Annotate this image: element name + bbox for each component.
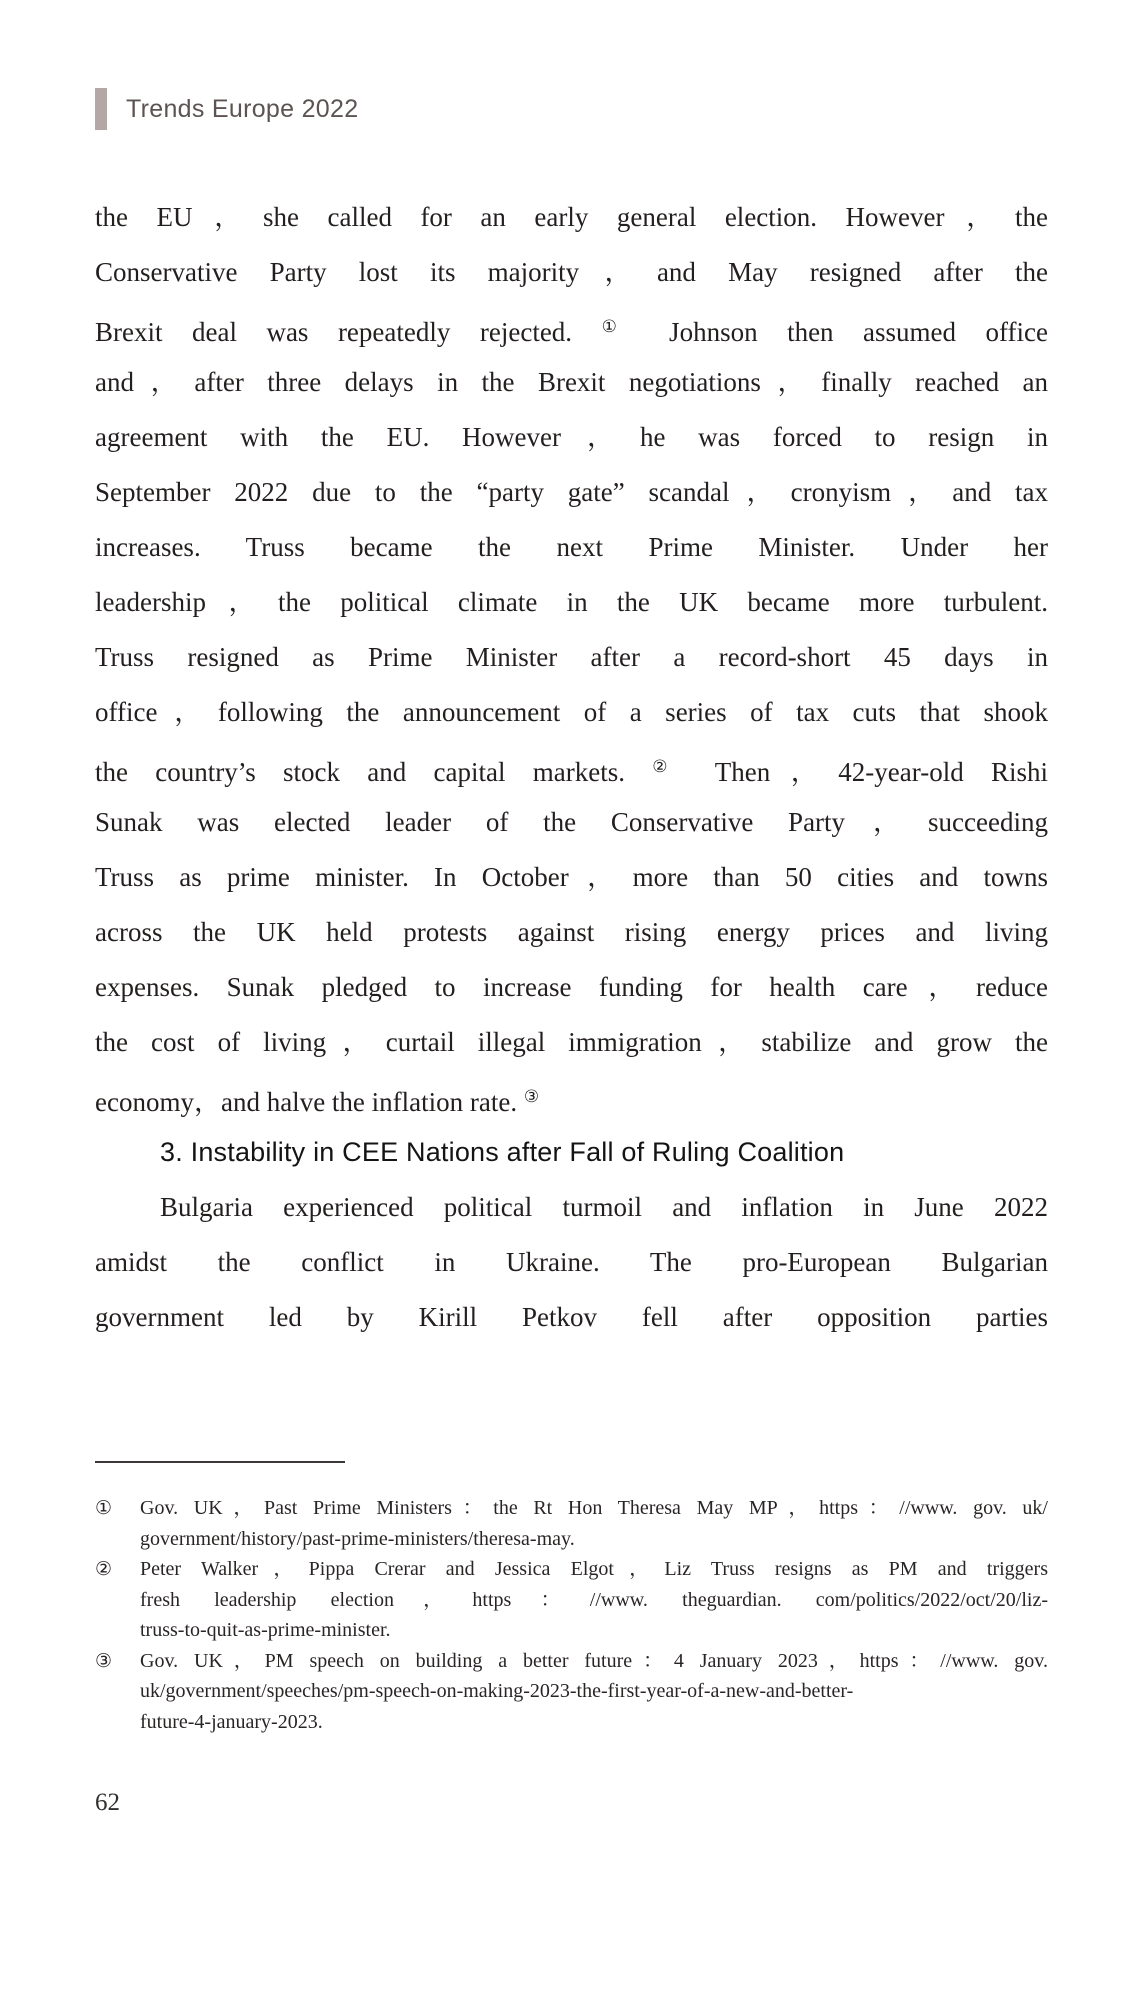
document-page: [0, 88, 1141, 2009]
footnote-separator: [95, 1461, 345, 1463]
text-line: government/history/past-prime-ministers/theresa-may.: [140, 1527, 575, 1550]
text-line: future-4-january-2023.: [140, 1710, 323, 1733]
footnote: [95, 1646, 1048, 1738]
text-line: the country’s stock and capital markets. ② Then，42-year-old Rishi: [95, 757, 1048, 787]
running-header-title: Trends Europe 2022: [126, 94, 359, 123]
footnote-text: [140, 1493, 1048, 1554]
text-line: Sunak was elected leader of the Conservative Party，succeeding: [95, 807, 1048, 837]
footnote-marker: ①: [95, 1497, 113, 1519]
text-line: the cost of living，curtail illegal immigration，stabilize and grow the: [95, 1027, 1048, 1057]
text-line: Gov. UK，PM speech on building a better future：4 January 2023，https：//www. gov.: [140, 1649, 1048, 1672]
text-line: Bulgaria experienced political turmoil and inflation in June 2022: [160, 1192, 1048, 1222]
footnote: [95, 1493, 1048, 1554]
text-line: amidst the conflict in Ukraine. The pro-European Bulgarian: [95, 1247, 1048, 1277]
footnote-text: [140, 1646, 1048, 1738]
footnote-marker: ③: [95, 1649, 113, 1672]
section-heading: 3. Instability in CEE Nations after Fall of Ruling Coalition: [160, 1137, 845, 1167]
text-line: leadership，the political climate in the UK became more turbulent.: [95, 587, 1048, 617]
body-text-block: [95, 190, 1048, 1345]
page-header: [95, 88, 1048, 130]
text-line: expenses. Sunak pledged to increase funding for health care，reduce: [95, 972, 1048, 1002]
text-line: Gov. UK，Past Prime Ministers：the Rt Hon Theresa May MP，https：//www. gov. uk/: [140, 1497, 1048, 1519]
text-line: the EU，she called for an early general election. However，the: [95, 202, 1048, 232]
footnote: [95, 1554, 1048, 1646]
text-line: agreement with the EU. However，he was forced to resign in: [95, 422, 1048, 452]
text-line: Brexit deal was repeatedly rejected. ① Johnson then assumed office: [95, 317, 1048, 347]
page-number: 62: [95, 1789, 120, 1816]
text-line: and，after three delays in the Brexit negotiations，finally reached an: [95, 367, 1048, 397]
footnote-ref-marker: ②: [652, 757, 688, 777]
footnote-text: [140, 1554, 1048, 1646]
body-paragraph-1: [95, 190, 1048, 1125]
text-line: truss-to-quit-as-prime-minister.: [140, 1619, 391, 1641]
text-line: fresh leadership election，https：//www. theguardian. com/politics/2022/oct/20/liz-: [140, 1588, 1048, 1611]
text-line: Truss resigned as Prime Minister after a record-short 45 days in: [95, 642, 1048, 672]
text-line: government led by Kirill Petkov fell after opposition parties: [95, 1302, 1048, 1332]
text-line: Conservative Party lost its majority，and May resigned after the: [95, 257, 1048, 287]
footnote-ref-marker: ③: [523, 1087, 540, 1107]
text-line: economy，and halve the inflation rate. ③: [95, 1087, 540, 1117]
footnote-ref-marker: ①: [601, 317, 640, 337]
text-line: office，following the announcement of a series of tax cuts that shook: [95, 697, 1048, 727]
footnote-marker: ②: [95, 1558, 113, 1580]
text-line: across the UK held protests against rising energy prices and living: [95, 917, 1048, 947]
text-line: uk/government/speeches/pm-speech-on-making-2023-the-first-year-of-a-new-and-better-: [140, 1680, 854, 1702]
text-line: September 2022 due to the “party gate” scandal，cronyism，and tax: [95, 477, 1048, 507]
header-accent-bar-icon: [95, 88, 107, 130]
body-paragraph-2: [95, 1180, 1048, 1345]
text-line: Truss as prime minister. In October，more than 50 cities and towns: [95, 862, 1048, 892]
text-line: increases. Truss became the next Prime Minister. Under her: [95, 532, 1048, 562]
text-line: Peter Walker，Pippa Crerar and Jessica Elgot，Liz Truss resigns as PM and triggers: [140, 1558, 1048, 1580]
footnotes-block: [95, 1493, 1048, 1737]
